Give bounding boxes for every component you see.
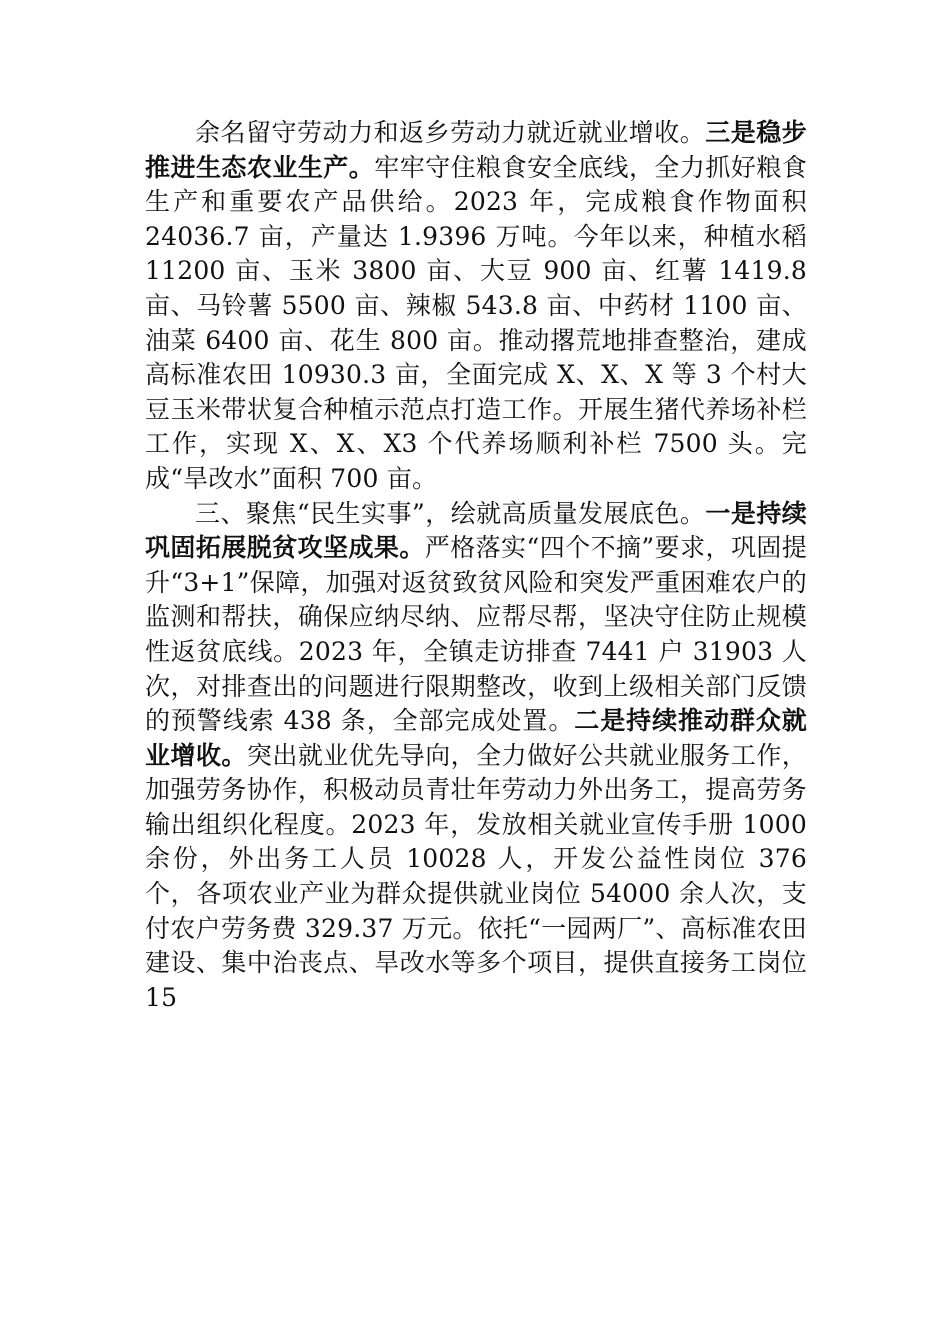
section-heading-livelihood: 三、聚焦“民生实事”，绘就高质量发展底色。 (195, 498, 706, 528)
text-segment: 突出就业优先导向，全力做好公共就业服务工作，加强劳务协作，积极动员青壮年劳动力外出务工，提高劳务输出组织化程度。2023 年，发放相关就业宣传手册 1000 余份，外出务工人员 10028 人，开发公益性岗位 376 个，各项农业产业为群众提供就业岗位 54000 余人次，支付农户劳务费 329.37 万元。依托“一园两厂”、高标准农田建设、集中治丧点、旱改水等多个项目，提供直接务工岗位 15 (145, 740, 807, 1012)
text-segment: 严格落实“四个不摘”要求，巩固提升“3+1”保障，加强对返贫致贫风险和突发严重困难农户的监测和帮扶，确保应纳尽纳、应帮尽帮，坚决守住防止规模性返贫底线。2023 年，全镇走访排查 7441 户 31903 人次，对排查出的问题进行限期整改，收到上级相关部门反馈的预警线索 438 条，全部完成处置。 (145, 533, 808, 736)
bold-heading-employment: 二是持续推动群众就业增收。 (145, 706, 807, 770)
bold-heading-ecological-agriculture: 三是稳步推进生态农业生产。 (145, 118, 807, 182)
text-segment: 余名留守劳动力和返乡劳动力就近就业增收。 (195, 118, 706, 147)
paragraph-agriculture (145, 116, 807, 497)
body-text (145, 116, 807, 1015)
bold-heading-poverty-alleviation: 一是持续巩固拓展脱贫攻坚成果。 (145, 498, 807, 563)
paragraph-livelihood (145, 497, 807, 1016)
text-segment: 牢牢守住粮食安全底线，全力抓好粮食生产和重要农产品供给。2023 年，完成粮食作物面积 24036.7 亩，产量达 1.9396 万吨。今年以来，种植水稻 11200 亩、玉米 3800 亩、大豆 900 亩、红薯 1419.8 亩、马铃薯 5500 亩、辣椒 543.8 亩、中药材 1100 亩、油菜 6400 亩、花生 800 亩。推动撂荒地排查整治，建成高标准农田 10930.3 亩，全面完成 X、X、X 等 3 个村大豆玉米带状复合种植示范点打造工作。开展生猪代养场补栏工作，实现 X、X、X3 个代养场顺利补栏 7500 头。完成“旱改水”面积 700 亩。 (145, 152, 807, 493)
